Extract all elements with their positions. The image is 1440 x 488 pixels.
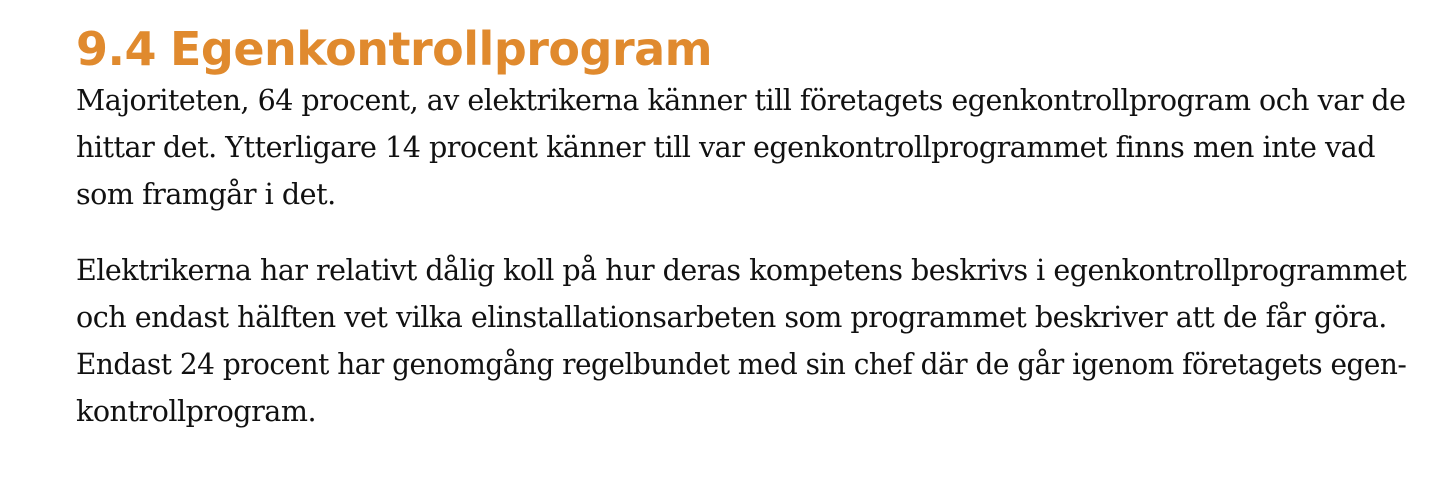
- paragraph-line: Endast 24 procent har genomgång regelbundet med sin chef där de går igenom företagets egen-: [76, 347, 1407, 382]
- paragraph-line: som framgår i det.: [76, 177, 336, 212]
- paragraph-line: kontrollprogram.: [76, 394, 317, 429]
- section-heading: [76, 22, 1406, 77]
- section-title: Egenkontrollprogram: [170, 22, 713, 76]
- paragraph-1: [76, 77, 1406, 218]
- paragraph-line: Elektrikerna har relativt dålig koll på hur deras kompetens beskrivs i egenkontrollprogrammet: [76, 253, 1407, 288]
- section-number: 9.4: [76, 22, 156, 76]
- paragraph-line: och endast hälften vet vilka elinstallationsarbeten som programmet beskriver att de får göra.: [76, 300, 1387, 335]
- paragraph-2: [76, 247, 1406, 435]
- paragraph-line: hittar det. Ytterligare 14 procent känner till var egenkontrollprogrammet finns men inte vad: [76, 130, 1376, 165]
- document-page: [76, 22, 1406, 435]
- paragraph-line: Majoriteten, 64 procent, av elektrikerna känner till företagets egenkontrollprogram och var de: [76, 83, 1406, 118]
